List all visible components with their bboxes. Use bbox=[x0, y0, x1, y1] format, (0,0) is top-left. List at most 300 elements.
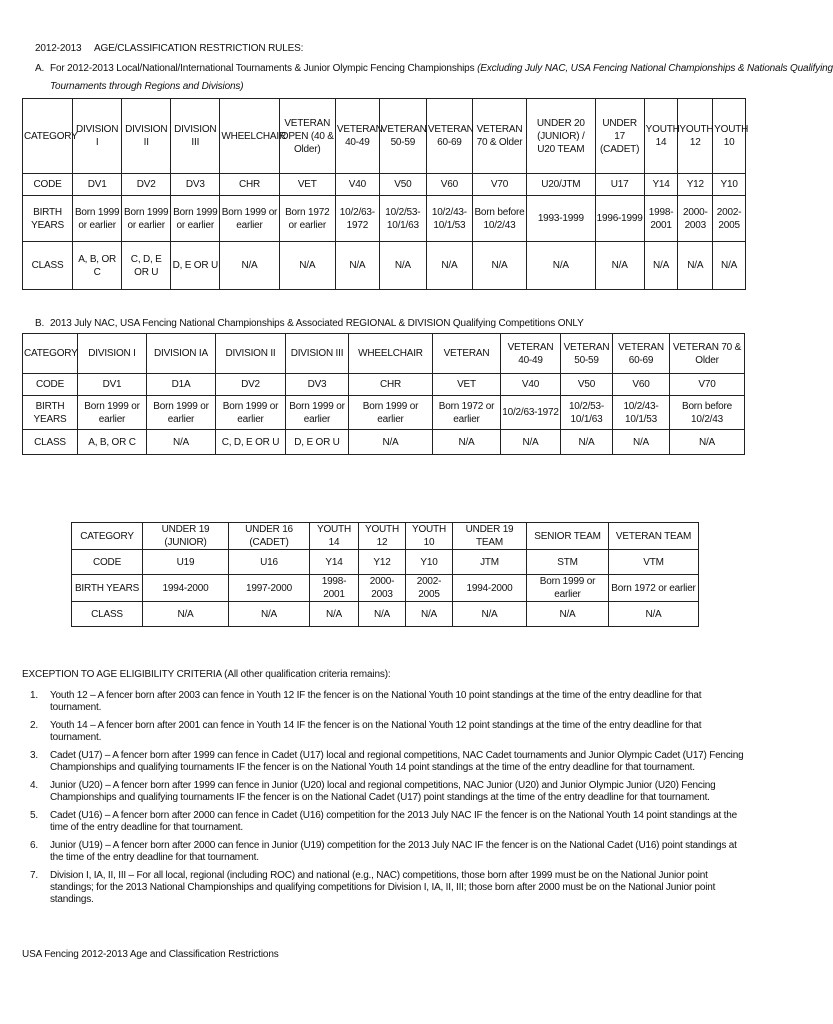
table-cell bbox=[143, 575, 229, 602]
table-cell bbox=[670, 396, 745, 430]
list-item-text: Youth 14 – A fencer born after 2001 can fence in Youth 14 IF the fencer is on the National Youth 12 point standings at the time of the entry deadline for that tournament. bbox=[50, 720, 702, 743]
table-cell bbox=[644, 196, 678, 242]
cell-text: Born 1999 or earlier bbox=[173, 206, 218, 231]
cell-text: 1997-2000 bbox=[245, 582, 293, 594]
table-cell bbox=[426, 174, 472, 196]
cell-text: N/A bbox=[394, 260, 411, 271]
cell-text: CLASS bbox=[34, 436, 66, 448]
list-item-text: Cadet (U17) – A fencer born after 1999 can fence in Cadet (U17) local and regional competitions, NAC Cadet tournaments and Junior Olympic Cadet (U17) Fencing Championships and qualifying tournaments IF the fencer is on the National Youth 14 point standings at the time of the entry deadline for that tournament. bbox=[50, 750, 744, 773]
document-title: AGE/CLASSIFICATION RESTRICTION RULES: bbox=[94, 43, 304, 54]
table-cell bbox=[143, 550, 229, 575]
cell-text: D, E OR U bbox=[294, 436, 340, 448]
table-row bbox=[23, 242, 746, 290]
cell-text: UNDER 19 (JUNIOR) bbox=[161, 524, 210, 548]
table-cell bbox=[472, 99, 526, 174]
table-cell bbox=[359, 523, 406, 550]
cell-text: UNDER 19 TEAM bbox=[465, 524, 514, 548]
table-cell bbox=[406, 550, 453, 575]
cell-text: SENIOR TEAM bbox=[534, 530, 601, 542]
cell-text: N/A bbox=[325, 608, 343, 620]
table-cell bbox=[472, 196, 526, 242]
list-item bbox=[22, 810, 746, 834]
table-cell bbox=[147, 334, 216, 374]
table-cell bbox=[713, 242, 746, 290]
cell-text: 1998-2001 bbox=[648, 206, 674, 231]
cell-text: CLASS bbox=[91, 608, 123, 620]
table-cell bbox=[171, 174, 220, 196]
table-cell bbox=[527, 99, 596, 174]
cell-text: YOUTH 10 bbox=[411, 524, 446, 548]
table-cell bbox=[229, 602, 310, 627]
cell-text: Y12 bbox=[373, 556, 391, 568]
table-a bbox=[22, 98, 749, 290]
exceptions-list bbox=[22, 690, 746, 912]
cell-text: N/A bbox=[260, 608, 278, 620]
cell-text: V70 bbox=[490, 179, 509, 190]
table-cell bbox=[670, 430, 745, 455]
cell-text: N/A bbox=[441, 260, 458, 271]
table-cell bbox=[220, 174, 279, 196]
cell-text: Born before 10/2/43 bbox=[474, 206, 525, 231]
table-cell bbox=[310, 575, 359, 602]
cell-text: Born 1999 or earlier bbox=[84, 400, 140, 425]
table-cell bbox=[609, 550, 699, 575]
cell-text: C, D, E OR U bbox=[130, 253, 162, 278]
table-cell bbox=[147, 396, 216, 430]
table-cell bbox=[678, 99, 713, 174]
table-cell bbox=[561, 334, 613, 374]
cell-text: N/A bbox=[241, 260, 258, 271]
table-cell bbox=[216, 374, 286, 396]
table-cell bbox=[527, 523, 609, 550]
cell-text: YOUTH 12 bbox=[679, 124, 714, 148]
table-row bbox=[23, 174, 746, 196]
table-cell bbox=[379, 196, 426, 242]
cell-text: VETERAN 70 & Older bbox=[672, 341, 742, 366]
list-item-text: Division I, IA, II, III – For all local, regional (including ROC) and national (e.g., NAC) competitions, those born after 1999 must be on the National Junior point standings; for the 2013 National Championships and qualifying competitions for Division I, IA, II, III; those born after 2000 must be on the National Junior point standings. bbox=[50, 870, 716, 905]
table-cell bbox=[349, 396, 433, 430]
table-cell bbox=[220, 196, 279, 242]
cell-text: Born 1999 or earlier bbox=[222, 400, 279, 425]
cell-text: BIRTH YEARS bbox=[31, 206, 64, 231]
cell-text: CHR bbox=[379, 379, 402, 390]
cell-text: DIVISION II bbox=[125, 124, 168, 148]
cell-text: V60 bbox=[632, 379, 650, 390]
list-item-text: Cadet (U16) – A fencer born after 2000 can fence in Cadet (U16) competition for the 2013 July NAC IF the fencer is on the National Youth 14 point standings at the time of the entry deadline for that tournament. bbox=[50, 810, 737, 833]
cell-text: 1993-1999 bbox=[537, 213, 584, 224]
cell-text: C, D, E OR U bbox=[221, 436, 280, 448]
table-cell bbox=[229, 523, 310, 550]
table-cell bbox=[472, 174, 526, 196]
cell-text: Born 1972 or earlier bbox=[285, 206, 330, 231]
table-cell bbox=[644, 242, 678, 290]
table-cell bbox=[143, 523, 229, 550]
table-cell bbox=[426, 99, 472, 174]
cell-text: 1996-1999 bbox=[596, 213, 643, 224]
cell-text: N/A bbox=[299, 260, 316, 271]
section-b-heading: 2013 July NAC, USA Fencing National Championships & Associated REGIONAL & DIVISION Qualifying Competitions ONLY bbox=[50, 318, 584, 329]
table-cell bbox=[713, 99, 749, 174]
cell-text: CODE bbox=[33, 179, 62, 190]
cell-text: V50 bbox=[394, 179, 412, 190]
table-cell bbox=[406, 575, 453, 602]
cell-text: N/A bbox=[420, 608, 438, 620]
cell-text: 10/2/43-10/1/53 bbox=[431, 206, 467, 231]
table-cell bbox=[595, 196, 644, 242]
cell-text: A, B, OR C bbox=[88, 436, 136, 448]
table-cell bbox=[472, 242, 526, 290]
list-item bbox=[22, 840, 746, 864]
table-row bbox=[23, 99, 746, 174]
table-cell bbox=[220, 99, 287, 174]
table-cell bbox=[406, 602, 453, 627]
table-c bbox=[71, 522, 699, 627]
table-cell bbox=[379, 174, 426, 196]
table-cell bbox=[678, 196, 713, 242]
cell-text: Y10 bbox=[720, 179, 738, 190]
row-label-cell bbox=[23, 196, 73, 242]
table-cell bbox=[678, 174, 713, 196]
table-cell bbox=[73, 196, 122, 242]
table-cell bbox=[433, 334, 501, 374]
list-item-number: 2. bbox=[30, 720, 38, 731]
cell-text: N/A bbox=[491, 260, 508, 271]
table-cell bbox=[122, 196, 171, 242]
row-label-cell bbox=[72, 602, 143, 627]
table-cell bbox=[609, 523, 699, 550]
table-cell bbox=[229, 575, 310, 602]
cell-text: VETERAN 40-49 bbox=[507, 341, 554, 366]
cell-text: N/A bbox=[559, 608, 576, 620]
table-cell bbox=[609, 575, 699, 602]
cell-text: 10/2/43-10/1/53 bbox=[623, 400, 659, 425]
table-cell bbox=[561, 396, 613, 430]
section-a-heading bbox=[50, 63, 833, 75]
table-cell bbox=[379, 99, 426, 174]
table-cell bbox=[713, 196, 746, 242]
table-cell bbox=[527, 196, 596, 242]
cell-text: DV3 bbox=[185, 179, 205, 190]
section-a-note: (Excluding July NAC, USA Fencing National Championships & Nationals Qualifying bbox=[477, 63, 833, 74]
section-a-note-continued: Tournaments through Regions and Divisions) bbox=[50, 81, 244, 92]
table-cell bbox=[286, 396, 349, 430]
cell-text: Born 1999 or earlier bbox=[539, 576, 596, 600]
footer-text: USA Fencing 2012-2013 Age and Classification Restrictions bbox=[22, 949, 279, 960]
cell-text: Born 1999 or earlier bbox=[362, 400, 419, 425]
cell-text: VETERAN 60-69 bbox=[427, 124, 474, 148]
table-cell bbox=[122, 99, 171, 174]
section-b-marker: B. bbox=[35, 318, 45, 329]
table-cell bbox=[349, 334, 433, 374]
cell-text: DV3 bbox=[307, 379, 327, 390]
cell-text: 2002-2005 bbox=[416, 576, 442, 600]
table-cell bbox=[527, 174, 596, 196]
cell-text: DV1 bbox=[87, 179, 107, 190]
cell-text: N/A bbox=[522, 436, 539, 448]
table-cell bbox=[453, 575, 527, 602]
cell-text: UNDER 17 (CADET) bbox=[600, 117, 640, 155]
cell-text: 10/2/53-10/1/63 bbox=[385, 206, 421, 231]
table-cell bbox=[171, 242, 220, 290]
cell-text: VET bbox=[297, 179, 317, 190]
list-item-number: 7. bbox=[30, 870, 38, 881]
cell-text: N/A bbox=[653, 260, 670, 271]
table-cell bbox=[613, 334, 670, 374]
cell-text: 10/2/63-1972 bbox=[339, 206, 375, 231]
cell-text: N/A bbox=[373, 608, 391, 620]
cell-text: D, E OR U bbox=[172, 260, 218, 271]
cell-text: VETERAN TEAM bbox=[615, 530, 692, 542]
cell-text: N/A bbox=[721, 260, 738, 271]
cell-text: CATEGORY bbox=[24, 130, 78, 142]
cell-text: 1998-2001 bbox=[321, 576, 347, 600]
cell-text: WHEELCHAIR bbox=[358, 348, 423, 359]
table-cell bbox=[359, 575, 406, 602]
cell-text: A, B, OR C bbox=[78, 253, 117, 278]
table-cell bbox=[78, 430, 147, 455]
table-cell bbox=[433, 430, 501, 455]
table-cell bbox=[310, 602, 359, 627]
table-cell bbox=[73, 242, 122, 290]
table-cell bbox=[433, 396, 501, 430]
cell-text: CATEGORY bbox=[80, 530, 134, 542]
cell-text: YOUTH 10 bbox=[714, 124, 749, 148]
table-cell bbox=[501, 374, 561, 396]
table-cell bbox=[143, 602, 229, 627]
table-cell bbox=[527, 575, 609, 602]
cell-text: N/A bbox=[481, 608, 498, 620]
cell-text: Born 1999 or earlier bbox=[74, 206, 120, 231]
cell-text: YOUTH 12 bbox=[364, 524, 399, 548]
table-row bbox=[72, 523, 699, 550]
table-cell bbox=[279, 99, 335, 174]
table-cell bbox=[335, 174, 379, 196]
cell-text: U17 bbox=[610, 179, 629, 190]
list-item-number: 6. bbox=[30, 840, 38, 851]
table-cell bbox=[216, 430, 286, 455]
cell-text: N/A bbox=[552, 260, 569, 271]
row-label-cell bbox=[72, 575, 143, 602]
cell-text: Y12 bbox=[686, 179, 704, 190]
table-cell bbox=[229, 550, 310, 575]
cell-text: Born 1999 or earlier bbox=[124, 206, 169, 231]
table-cell bbox=[78, 396, 147, 430]
cell-text: Y10 bbox=[420, 556, 438, 568]
table-cell bbox=[286, 334, 349, 374]
cell-text: V70 bbox=[698, 379, 716, 390]
cell-text: V60 bbox=[440, 179, 458, 190]
list-item-text: Junior (U19) – A fencer born after 2000 can fence in Junior (U19) competition for the 2013 July NAC IF the fencer is on the National Cadet (U16) point standings at the time of the entry deadline for that tournament. bbox=[50, 840, 737, 863]
list-item-text: Junior (U20) – A fencer born after 1999 can fence in Junior (U20) local and regional competitions, NAC Junior (U20) and Junior Olympic Junior (U20) Fencing Championships and qualifying tournaments IF the fencer is on the National Cadet (U17) point standings at the time of the entry deadline for that tournament. bbox=[50, 780, 716, 803]
cell-text: N/A bbox=[458, 436, 475, 448]
cell-text: YOUTH 14 bbox=[645, 124, 680, 148]
table-cell bbox=[713, 174, 746, 196]
table-cell bbox=[595, 174, 644, 196]
table-cell bbox=[279, 174, 335, 196]
table-cell bbox=[678, 242, 713, 290]
list-item bbox=[22, 750, 746, 774]
table-cell bbox=[220, 242, 279, 290]
cell-text: UNDER 20 (JUNIOR) / U20 TEAM bbox=[536, 117, 585, 155]
table-cell bbox=[335, 242, 379, 290]
cell-text: STM bbox=[557, 556, 578, 568]
table-cell bbox=[433, 374, 501, 396]
table-cell bbox=[73, 99, 122, 174]
cell-text: Y14 bbox=[325, 556, 343, 568]
row-label-cell bbox=[23, 242, 73, 290]
list-item-number: 1. bbox=[30, 690, 38, 701]
list-item-number: 5. bbox=[30, 810, 38, 821]
table-cell bbox=[279, 242, 335, 290]
table-cell bbox=[644, 99, 678, 174]
cell-text: N/A bbox=[698, 436, 716, 448]
cell-text: VETERAN 40-49 bbox=[336, 124, 383, 148]
table-cell bbox=[216, 396, 286, 430]
cell-text: N/A bbox=[349, 260, 366, 271]
cell-text: DV2 bbox=[136, 179, 156, 190]
cell-text: JTM bbox=[480, 556, 499, 568]
cell-text: N/A bbox=[177, 608, 194, 620]
table-cell bbox=[501, 396, 561, 430]
cell-text: DIVISION I bbox=[75, 124, 119, 148]
table-row bbox=[23, 396, 745, 430]
table-cell bbox=[453, 523, 527, 550]
list-item bbox=[22, 720, 746, 744]
cell-text: DV1 bbox=[102, 379, 122, 390]
row-label-cell bbox=[23, 430, 78, 455]
row-label-cell bbox=[23, 374, 78, 396]
row-label-cell bbox=[23, 334, 78, 374]
table-cell bbox=[216, 334, 286, 374]
list-item-text: Youth 12 – A fencer born after 2003 can fence in Youth 12 IF the fencer is on the National Youth 10 point standings at the time of the entry deadline for that tournament. bbox=[50, 690, 702, 713]
cell-text: V40 bbox=[521, 379, 540, 390]
table-cell bbox=[453, 602, 527, 627]
table-cell bbox=[613, 396, 670, 430]
exceptions-title: EXCEPTION TO AGE ELIGIBILITY CRITERIA (All other qualification criteria remains): bbox=[22, 669, 391, 680]
table-cell bbox=[279, 196, 335, 242]
cell-text: U19 bbox=[176, 556, 195, 568]
table-cell bbox=[78, 374, 147, 396]
cell-text: CLASS bbox=[31, 260, 64, 271]
cell-text: V40 bbox=[348, 179, 366, 190]
row-label-cell bbox=[72, 523, 143, 550]
cell-text: DIVISION I bbox=[88, 348, 136, 359]
cell-text: DIVISION III bbox=[290, 348, 344, 359]
table-cell bbox=[644, 174, 678, 196]
cell-text: CATEGORY bbox=[24, 348, 78, 359]
cell-text: Y14 bbox=[652, 179, 670, 190]
table-cell bbox=[527, 242, 596, 290]
row-label-cell bbox=[23, 396, 78, 430]
table-cell bbox=[501, 430, 561, 455]
cell-text: Born before 10/2/43 bbox=[681, 400, 733, 425]
table-cell bbox=[310, 550, 359, 575]
cell-text: DIVISION III bbox=[174, 124, 217, 148]
cell-text: CHR bbox=[238, 179, 261, 190]
cell-text: WHEELCHAIR bbox=[221, 130, 287, 142]
cell-text: 2002-2005 bbox=[716, 206, 742, 231]
table-cell bbox=[349, 430, 433, 455]
table-cell bbox=[426, 242, 472, 290]
list-item bbox=[22, 780, 746, 804]
table-cell bbox=[613, 430, 670, 455]
cell-text: N/A bbox=[687, 260, 704, 271]
cell-text: 1994-2000 bbox=[162, 582, 209, 594]
cell-text: U20/JTM bbox=[541, 179, 581, 190]
table-cell bbox=[171, 196, 220, 242]
table-row bbox=[23, 196, 746, 242]
list-item bbox=[22, 690, 746, 714]
cell-text: Born 1999 or earlier bbox=[153, 400, 209, 425]
list-item bbox=[22, 870, 746, 906]
table-cell bbox=[379, 242, 426, 290]
cell-text: Born 1999 or earlier bbox=[221, 206, 278, 231]
table-row bbox=[72, 602, 699, 627]
section-a-marker: A. bbox=[35, 63, 45, 74]
table-cell bbox=[310, 523, 359, 550]
table-cell bbox=[73, 174, 122, 196]
table-cell bbox=[122, 174, 171, 196]
table-cell bbox=[527, 602, 609, 627]
table-row bbox=[72, 550, 699, 575]
table-row bbox=[72, 575, 699, 602]
cell-text: DIVISION IA bbox=[154, 348, 208, 359]
table-row bbox=[23, 334, 745, 374]
table-b bbox=[22, 333, 745, 455]
table-cell bbox=[147, 374, 216, 396]
table-cell bbox=[406, 523, 453, 550]
cell-text: U16 bbox=[260, 556, 278, 568]
table-cell bbox=[527, 550, 609, 575]
cell-text: N/A bbox=[611, 260, 628, 271]
table-cell bbox=[670, 334, 745, 374]
row-label-cell bbox=[72, 550, 143, 575]
cell-text: V50 bbox=[577, 379, 596, 390]
cell-text: BIRTH YEARS bbox=[33, 400, 67, 425]
table-cell bbox=[335, 99, 383, 174]
table-cell bbox=[426, 196, 472, 242]
table-cell bbox=[561, 430, 613, 455]
cell-text: 2000-2003 bbox=[369, 576, 395, 600]
cell-text: N/A bbox=[172, 436, 190, 448]
table-cell bbox=[286, 374, 349, 396]
cell-text: N/A bbox=[578, 436, 595, 448]
cell-text: YOUTH 14 bbox=[316, 524, 351, 548]
table-cell bbox=[286, 430, 349, 455]
table-cell bbox=[171, 99, 220, 174]
cell-text: VETERAN 50-59 bbox=[380, 124, 427, 148]
table-row bbox=[23, 430, 745, 455]
row-label-cell bbox=[23, 174, 73, 196]
table-cell bbox=[670, 374, 745, 396]
table-row bbox=[23, 374, 745, 396]
cell-text: VTM bbox=[643, 556, 664, 568]
table-cell bbox=[359, 602, 406, 627]
table-cell bbox=[78, 334, 147, 374]
cell-text: 1994-2000 bbox=[466, 582, 513, 594]
table-cell bbox=[453, 550, 527, 575]
cell-text: VETERAN OPEN (40 & Older) bbox=[280, 117, 334, 155]
cell-text: BIRTH YEARS bbox=[74, 582, 140, 594]
table-cell bbox=[561, 374, 613, 396]
cell-text: VETERAN bbox=[443, 348, 490, 359]
row-label-cell bbox=[23, 99, 78, 174]
cell-text: VETERAN 50-59 bbox=[563, 341, 610, 366]
cell-text: DV2 bbox=[241, 379, 260, 390]
list-item-number: 3. bbox=[30, 750, 38, 761]
cell-text: VETERAN 60-69 bbox=[618, 341, 664, 366]
table-cell bbox=[609, 602, 699, 627]
